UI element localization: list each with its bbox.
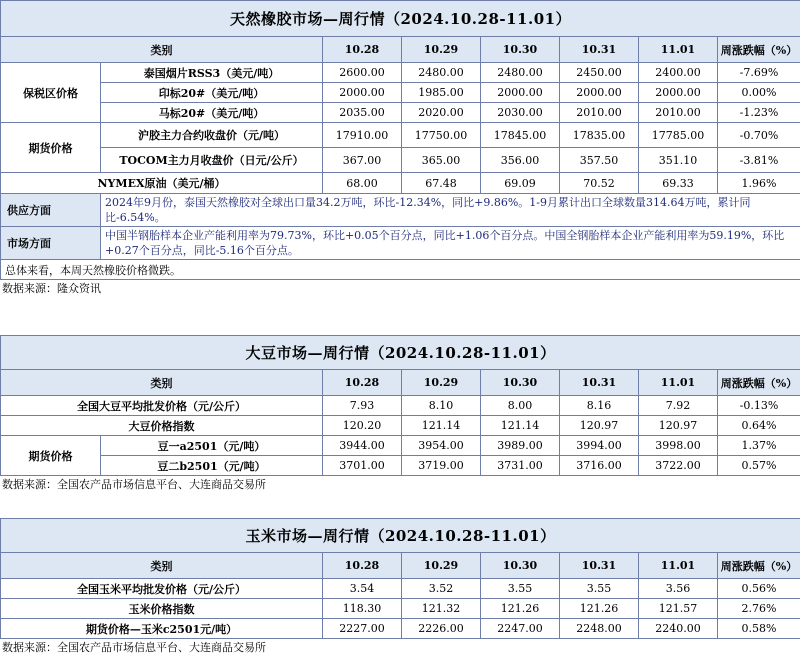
row-name: 泰国烟片RSS3（美元/吨） [101, 63, 323, 83]
cell-value: 3994.00 [560, 436, 639, 456]
cell-change: 0.56% [718, 579, 800, 599]
corn-table [0, 518, 800, 639]
cell-value: 120.97 [639, 416, 718, 436]
cell-value: 365.00 [402, 148, 481, 173]
cell-value: 3701.00 [323, 456, 402, 476]
cell-value: 121.26 [481, 599, 560, 619]
row-name: 豆一a2501（元/吨） [101, 436, 323, 456]
table-row [1, 83, 800, 103]
cell-value: 2400.00 [639, 63, 718, 83]
cell-value: 17845.00 [481, 123, 560, 148]
cell-value: 2247.00 [481, 619, 560, 639]
market-text: 中国半钢胎样本企业产能利用率为79.73%，环比+0.05个百分点，同比+1.06个百分点。中国全钢胎样本企业产能利用率为59.19%，环比+0.27个百分点，同比-5.16个百分点。 [101, 227, 800, 260]
cell-value: 367.00 [323, 148, 402, 173]
cell-value: 3.55 [481, 579, 560, 599]
cell-value: 1985.00 [402, 83, 481, 103]
cell-value: 7.93 [323, 396, 402, 416]
cell-value: 3944.00 [323, 436, 402, 456]
market-label: 市场方面 [1, 227, 101, 260]
corn-header-date: 10.29 [402, 553, 481, 579]
cell-change: 0.58% [718, 619, 800, 639]
cell-value: 3998.00 [639, 436, 718, 456]
table-row [1, 436, 800, 456]
cell-change: 0.00% [718, 83, 800, 103]
group-futures: 期货价格 [1, 123, 101, 173]
cell-value: 3954.00 [402, 436, 481, 456]
cell-value: 3.54 [323, 579, 402, 599]
cell-change: 1.96% [718, 173, 800, 194]
rubber-header-category: 类别 [1, 37, 323, 63]
cell-value: 2030.00 [481, 103, 560, 123]
cell-value: 8.00 [481, 396, 560, 416]
cell-value: 3722.00 [639, 456, 718, 476]
corn-header-date: 10.28 [323, 553, 402, 579]
row-name: 印标20#（美元/吨） [101, 83, 323, 103]
cell-value: 17750.00 [402, 123, 481, 148]
cell-value: 121.57 [639, 599, 718, 619]
rubber-table [0, 0, 800, 280]
soy-header-category: 类别 [1, 370, 323, 396]
cell-change: -7.69% [718, 63, 800, 83]
table-row [1, 173, 800, 194]
group-bonded: 保税区价格 [1, 63, 101, 123]
cell-value: 3989.00 [481, 436, 560, 456]
cell-value: 2010.00 [639, 103, 718, 123]
cell-value: 2010.00 [560, 103, 639, 123]
row-name: 豆二b2501（元/吨） [101, 456, 323, 476]
table-row [1, 148, 800, 173]
cell-value: 7.92 [639, 396, 718, 416]
cell-value: 356.00 [481, 148, 560, 173]
corn-section [0, 518, 800, 657]
cell-value: 2020.00 [402, 103, 481, 123]
cell-value: 2480.00 [402, 63, 481, 83]
cell-change: 1.37% [718, 436, 800, 456]
cell-value: 2035.00 [323, 103, 402, 123]
table-row [1, 103, 800, 123]
cell-change: 0.57% [718, 456, 800, 476]
market-row [1, 227, 800, 260]
cell-value: 3.55 [560, 579, 639, 599]
cell-value: 2248.00 [560, 619, 639, 639]
soy-header-date: 11.01 [639, 370, 718, 396]
summary-row [1, 260, 800, 280]
cell-value: 2000.00 [481, 83, 560, 103]
cell-value: 121.14 [402, 416, 481, 436]
cell-value: 121.26 [560, 599, 639, 619]
cell-value: 3.52 [402, 579, 481, 599]
row-name: 玉米价格指数 [1, 599, 323, 619]
cell-value: 3716.00 [560, 456, 639, 476]
cell-change: -3.81% [718, 148, 800, 173]
cell-change: -0.13% [718, 396, 800, 416]
cell-value: 2000.00 [323, 83, 402, 103]
cell-value: 121.14 [481, 416, 560, 436]
rubber-section [0, 0, 800, 298]
soy-title: 大豆市场—周行情（2024.10.28-11.01） [1, 336, 800, 370]
table-row [1, 123, 800, 148]
cell-value: 3.56 [639, 579, 718, 599]
rubber-header-date: 11.01 [639, 37, 718, 63]
cell-value: 120.97 [560, 416, 639, 436]
table-row [1, 599, 800, 619]
soy-header-date: 10.29 [402, 370, 481, 396]
cell-value: 3719.00 [402, 456, 481, 476]
cell-value: 17835.00 [560, 123, 639, 148]
cell-change: -1.23% [718, 103, 800, 123]
rubber-title: 天然橡胶市场—周行情（2024.10.28-11.01） [1, 1, 800, 37]
rubber-header-date: 10.30 [481, 37, 560, 63]
corn-header-date: 10.31 [560, 553, 639, 579]
cell-value: 69.09 [481, 173, 560, 194]
row-name: TOCOM主力月收盘价（日元/公斤） [101, 148, 323, 173]
cell-change: -0.70% [718, 123, 800, 148]
soy-header-date: 10.30 [481, 370, 560, 396]
row-name: 沪胶主力合约收盘价（元/吨） [101, 123, 323, 148]
corn-title: 玉米市场—周行情（2024.10.28-11.01） [1, 519, 800, 553]
corn-source: 数据来源：全国农产品市场信息平台、大连商品交易所 [2, 641, 266, 654]
corn-header-change: 周涨跌幅（%） [718, 553, 800, 579]
row-name: 全国大豆平均批发价格（元/公斤） [1, 396, 323, 416]
cell-value: 8.10 [402, 396, 481, 416]
table-row [1, 396, 800, 416]
group-futures: 期货价格 [1, 436, 101, 476]
supply-row [1, 194, 800, 227]
row-name: 大豆价格指数 [1, 416, 323, 436]
row-name: 期货价格—玉米c2501元/吨） [1, 619, 323, 639]
rubber-header-date: 10.31 [560, 37, 639, 63]
cell-value: 357.50 [560, 148, 639, 173]
cell-value: 67.48 [402, 173, 481, 194]
cell-value: 121.32 [402, 599, 481, 619]
supply-label: 供应方面 [1, 194, 101, 227]
row-name: 全国玉米平均批发价格（元/公斤） [1, 579, 323, 599]
table-row [1, 416, 800, 436]
table-row [1, 579, 800, 599]
cell-value: 2450.00 [560, 63, 639, 83]
cell-value: 120.20 [323, 416, 402, 436]
corn-header-date: 11.01 [639, 553, 718, 579]
table-row [1, 63, 800, 83]
soy-header-date: 10.31 [560, 370, 639, 396]
cell-value: 17910.00 [323, 123, 402, 148]
cell-value: 69.33 [639, 173, 718, 194]
soy-section [0, 335, 800, 494]
rubber-source: 数据来源：隆众资讯 [2, 282, 101, 295]
cell-value: 2000.00 [560, 83, 639, 103]
soy-source: 数据来源：全国农产品市场信息平台、大连商品交易所 [2, 478, 266, 491]
cell-value: 3731.00 [481, 456, 560, 476]
cell-value: 2227.00 [323, 619, 402, 639]
table-row [1, 456, 800, 476]
row-name: NYMEX原油（美元/桶） [1, 173, 323, 194]
cell-change: 2.76% [718, 599, 800, 619]
corn-header-date: 10.30 [481, 553, 560, 579]
cell-value: 2480.00 [481, 63, 560, 83]
rubber-header-change: 周涨跌幅（%） [718, 37, 800, 63]
cell-value: 351.10 [639, 148, 718, 173]
corn-header-category: 类别 [1, 553, 323, 579]
rubber-header-date: 10.29 [402, 37, 481, 63]
cell-value: 2226.00 [402, 619, 481, 639]
row-name: 马标20#（美元/吨） [101, 103, 323, 123]
supply-text: 2024年9月份，泰国天然橡胶对全球出口量34.2万吨，环比-12.34%，同比+9.86%。1-9月累计出口全球数量314.64万吨，累计同比-6.54%。 [101, 194, 800, 227]
summary-text: 总体来看，本周天然橡胶价格微跌。 [1, 260, 800, 280]
soy-table [0, 335, 800, 476]
cell-value: 118.30 [323, 599, 402, 619]
cell-change: 0.64% [718, 416, 800, 436]
cell-value: 8.16 [560, 396, 639, 416]
cell-value: 2240.00 [639, 619, 718, 639]
cell-value: 2600.00 [323, 63, 402, 83]
soy-header-date: 10.28 [323, 370, 402, 396]
cell-value: 17785.00 [639, 123, 718, 148]
cell-value: 2000.00 [639, 83, 718, 103]
soy-header-change: 周涨跌幅（%） [718, 370, 800, 396]
cell-value: 68.00 [323, 173, 402, 194]
rubber-header-date: 10.28 [323, 37, 402, 63]
cell-value: 70.52 [560, 173, 639, 194]
table-row [1, 619, 800, 639]
